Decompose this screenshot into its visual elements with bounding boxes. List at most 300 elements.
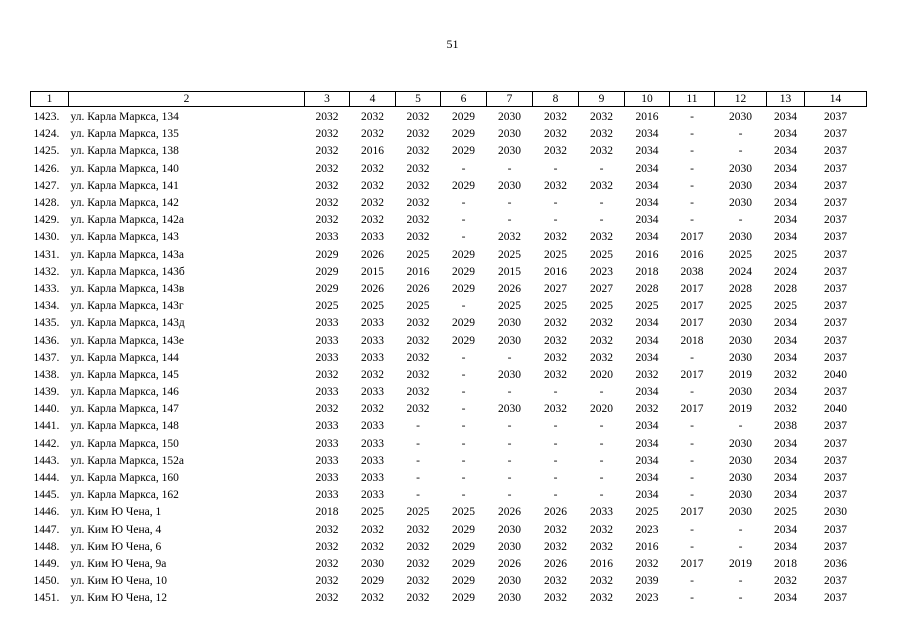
year-cell: 2032 <box>406 351 430 364</box>
header-cell-col-2: 2 <box>69 92 305 107</box>
year-cell: 2032 <box>590 540 613 553</box>
year-cell: 2029 <box>452 592 475 605</box>
year-cell: 2032 <box>315 214 339 227</box>
year-cell: 2034 <box>774 179 797 192</box>
year-cell: - <box>553 214 558 227</box>
year-cell: 2032 <box>406 523 430 536</box>
year-cell: 2025 <box>406 300 430 313</box>
year-cell: 2032 <box>361 214 384 227</box>
year-cell: - <box>690 454 694 467</box>
year-cell: 2034 <box>635 454 659 467</box>
year-cell: 2034 <box>774 592 797 605</box>
year-cell: - <box>690 540 694 553</box>
year-cell: - <box>461 214 466 227</box>
year-cell: - <box>461 420 466 433</box>
year-cell: 2032 <box>406 145 430 158</box>
table-row <box>31 470 867 487</box>
year-cell: 2017 <box>680 300 704 313</box>
row-number-cell: 1439. <box>33 386 60 399</box>
year-cell: 2037 <box>824 540 847 553</box>
address-cell: ул. Карла Маркса, 134 <box>70 111 179 124</box>
year-cell: 2015 <box>498 265 521 278</box>
year-cell: 2016 <box>361 145 384 158</box>
row-number-cell: 1446. <box>33 506 60 519</box>
year-cell: 2025 <box>774 506 797 519</box>
year-cell: 2032 <box>544 575 567 588</box>
year-cell: - <box>690 128 694 141</box>
year-cell: 2023 <box>635 523 659 536</box>
address-cell: ул. Карла Маркса, 138 <box>70 145 179 158</box>
year-cell: 2026 <box>498 506 521 519</box>
header-cell-col-14: 14 <box>805 92 867 107</box>
year-cell: 2032 <box>406 179 430 192</box>
year-cell: 2032 <box>635 368 659 381</box>
year-cell: - <box>461 197 466 210</box>
row-number-cell: 1443. <box>33 454 60 467</box>
year-cell: 2017 <box>680 506 704 519</box>
year-cell: 2018 <box>680 334 704 347</box>
year-cell: 2032 <box>361 368 384 381</box>
year-cell: 2032 <box>590 575 613 588</box>
year-cell: 2032 <box>361 162 384 175</box>
year-cell: 2032 <box>406 575 430 588</box>
year-cell: 2034 <box>635 437 659 450</box>
address-cell: ул. Карла Маркса, 143 <box>70 231 179 244</box>
row-number-cell: 1441. <box>33 420 60 433</box>
year-cell: 2032 <box>544 540 567 553</box>
row-number-cell: 1445. <box>33 489 60 502</box>
year-cell: 2034 <box>774 128 797 141</box>
year-cell: 2033 <box>361 420 384 433</box>
year-cell: 2034 <box>774 489 797 502</box>
year-cell: - <box>738 523 743 536</box>
year-cell: 2030 <box>498 128 521 141</box>
year-cell: 2030 <box>498 540 521 553</box>
year-cell: 2019 <box>729 403 752 416</box>
year-cell: - <box>690 575 694 588</box>
year-cell: - <box>461 386 466 399</box>
year-cell: 2034 <box>635 489 659 502</box>
year-cell: 2030 <box>729 334 752 347</box>
row-number-cell: 1433. <box>33 282 60 295</box>
year-cell: 2032 <box>361 179 384 192</box>
year-cell: - <box>599 472 604 485</box>
year-cell: 2032 <box>406 386 430 399</box>
year-cell: 2032 <box>315 523 339 536</box>
year-cell: 2029 <box>452 523 475 536</box>
year-cell: 2033 <box>361 351 384 364</box>
year-cell: 2025 <box>774 300 797 313</box>
year-cell: 2017 <box>680 231 704 244</box>
year-cell: 2032 <box>774 403 797 416</box>
table-row <box>31 418 867 435</box>
year-cell: 2039 <box>635 575 659 588</box>
year-cell: 2034 <box>774 317 797 330</box>
row-number-cell: 1428. <box>33 197 60 210</box>
header-cell-col-8: 8 <box>533 92 579 107</box>
year-cell: 2032 <box>361 197 384 210</box>
table-row <box>31 384 867 401</box>
year-cell: 2034 <box>635 386 659 399</box>
year-cell: 2032 <box>544 351 567 364</box>
header-cell-col-12: 12 <box>715 92 767 107</box>
year-cell: 2028 <box>635 282 659 295</box>
table-row <box>31 281 867 298</box>
year-cell: 2019 <box>729 368 752 381</box>
address-cell: ул. Карла Маркса, 143е <box>70 334 185 347</box>
year-cell: 2032 <box>361 403 384 416</box>
year-cell: 2034 <box>774 523 797 536</box>
row-number-cell: 1423. <box>33 111 60 124</box>
year-cell: 2032 <box>406 592 430 605</box>
table-row <box>31 195 867 212</box>
year-cell: 2030 <box>498 592 521 605</box>
year-cell: - <box>599 197 604 210</box>
year-cell: 2032 <box>315 128 339 141</box>
year-cell: - <box>599 162 604 175</box>
year-cell: 2030 <box>361 557 384 570</box>
year-cell: 2023 <box>635 592 659 605</box>
row-number-cell: 1429. <box>33 214 60 227</box>
year-cell: 2037 <box>824 437 847 450</box>
year-cell: 2037 <box>824 386 847 399</box>
year-cell: 2030 <box>498 317 521 330</box>
year-cell: 2025 <box>729 248 752 261</box>
year-cell: 2038 <box>680 265 704 278</box>
year-cell: 2025 <box>774 248 797 261</box>
year-cell: - <box>738 214 743 227</box>
year-cell: - <box>553 454 558 467</box>
row-number-cell: 1440. <box>33 403 60 416</box>
year-cell: 2037 <box>824 179 847 192</box>
year-cell: - <box>416 437 420 450</box>
table-row <box>31 556 867 573</box>
year-cell: 2025 <box>544 248 567 261</box>
year-cell: 2032 <box>361 592 384 605</box>
year-cell: 2032 <box>544 523 567 536</box>
year-cell: 2032 <box>406 540 430 553</box>
year-cell: 2015 <box>361 265 384 278</box>
year-cell: 2025 <box>498 248 521 261</box>
year-cell: 2033 <box>315 386 339 399</box>
year-cell: 2018 <box>774 557 797 570</box>
year-cell: - <box>507 489 512 502</box>
table-row <box>31 573 867 590</box>
year-cell: 2030 <box>824 506 847 519</box>
table-row <box>31 590 867 607</box>
year-cell: 2025 <box>635 300 659 313</box>
year-cell: - <box>416 454 420 467</box>
year-cell: 2016 <box>590 557 613 570</box>
year-cell: 2033 <box>361 437 384 450</box>
year-cell: 2037 <box>824 197 847 210</box>
year-cell: 2037 <box>824 111 847 124</box>
row-number-cell: 1437. <box>33 351 60 364</box>
year-cell: 2025 <box>498 300 521 313</box>
year-cell: 2033 <box>590 506 613 519</box>
year-cell: - <box>553 162 558 175</box>
year-cell: 2032 <box>774 368 797 381</box>
year-cell: - <box>553 437 558 450</box>
year-cell: 2032 <box>361 540 384 553</box>
row-number-cell: 1427. <box>33 179 60 192</box>
year-cell: 2033 <box>315 351 339 364</box>
year-cell: 2032 <box>590 317 613 330</box>
table-row <box>31 350 867 367</box>
year-cell: 2032 <box>590 145 613 158</box>
year-cell: - <box>553 472 558 485</box>
year-cell: 2032 <box>406 403 430 416</box>
year-cell: 2018 <box>315 506 339 519</box>
year-cell: - <box>507 454 512 467</box>
year-cell: 2034 <box>774 145 797 158</box>
year-cell: 2032 <box>544 403 567 416</box>
year-cell: - <box>690 111 694 124</box>
year-cell: 2032 <box>315 592 339 605</box>
page-number: 51 <box>446 37 459 51</box>
year-cell: 2032 <box>590 179 613 192</box>
year-cell: - <box>507 386 512 399</box>
year-cell: - <box>738 575 743 588</box>
year-cell: 2034 <box>774 540 797 553</box>
year-cell: 2033 <box>315 420 339 433</box>
table-row <box>31 247 867 264</box>
year-cell: 2018 <box>635 265 659 278</box>
table-row <box>31 264 867 281</box>
year-cell: 2032 <box>406 557 430 570</box>
year-cell: - <box>690 472 694 485</box>
address-cell: ул. Ким Ю Чена, 9а <box>70 557 167 570</box>
year-cell: 2026 <box>498 557 521 570</box>
year-cell: 2029 <box>361 575 384 588</box>
year-cell: 2030 <box>729 472 752 485</box>
year-cell: 2034 <box>635 472 659 485</box>
header-cell-col-13: 13 <box>767 92 805 107</box>
year-cell: 2040 <box>824 368 847 381</box>
row-number-cell: 1435. <box>33 317 60 330</box>
address-cell: ул. Карла Маркса, 141 <box>70 179 179 192</box>
year-cell: 2034 <box>774 197 797 210</box>
address-cell: ул. Карла Маркса, 148 <box>70 420 179 433</box>
year-cell: 2032 <box>590 111 613 124</box>
year-cell: 2037 <box>824 128 847 141</box>
header-cell-col-4: 4 <box>350 92 396 107</box>
year-cell: 2026 <box>361 248 384 261</box>
year-cell: 2037 <box>824 214 847 227</box>
year-cell: - <box>738 128 743 141</box>
year-cell: - <box>461 437 466 450</box>
year-cell: 2016 <box>635 540 659 553</box>
year-cell: - <box>461 454 466 467</box>
year-cell: - <box>461 368 466 381</box>
year-cell: 2032 <box>590 592 613 605</box>
year-cell: 2037 <box>824 300 847 313</box>
address-cell: ул. Карла Маркса, 147 <box>70 403 179 416</box>
year-cell: 2025 <box>544 300 567 313</box>
year-cell: 2026 <box>544 557 567 570</box>
row-number-cell: 1424. <box>33 128 60 141</box>
year-cell: 2026 <box>406 282 430 295</box>
year-cell: - <box>690 592 694 605</box>
year-cell: 2033 <box>361 454 384 467</box>
year-cell: 2016 <box>406 265 430 278</box>
year-cell: - <box>690 386 694 399</box>
year-cell: 2025 <box>635 506 659 519</box>
year-cell: - <box>461 351 466 364</box>
row-number-cell: 1434. <box>33 300 60 313</box>
year-cell: 2029 <box>452 282 475 295</box>
year-cell: 2037 <box>824 351 847 364</box>
row-number-cell: 1444. <box>33 472 60 485</box>
address-cell: ул. Карла Маркса, 143д <box>70 317 185 330</box>
year-cell: - <box>738 420 743 433</box>
year-cell: 2030 <box>498 523 521 536</box>
address-cell: ул. Карла Маркса, 143в <box>70 282 185 295</box>
year-cell: 2034 <box>635 197 659 210</box>
address-cell: ул. Карла Маркса, 140 <box>70 162 179 175</box>
row-number-cell: 1442. <box>33 437 60 450</box>
year-cell: 2034 <box>635 214 659 227</box>
year-cell: - <box>599 420 604 433</box>
year-cell: 2034 <box>774 162 797 175</box>
year-cell: 2029 <box>452 179 475 192</box>
year-cell: 2030 <box>498 334 521 347</box>
table-row <box>31 436 867 453</box>
year-cell: 2029 <box>452 557 475 570</box>
address-cell: ул. Карла Маркса, 150 <box>70 437 179 450</box>
year-cell: 2033 <box>315 317 339 330</box>
year-cell: 2032 <box>406 111 430 124</box>
year-cell: 2037 <box>824 472 847 485</box>
address-cell: ул. Карла Маркса, 146 <box>70 386 179 399</box>
year-cell: 2028 <box>774 282 797 295</box>
address-cell: ул. Карла Маркса, 135 <box>70 128 179 141</box>
year-cell: - <box>507 472 512 485</box>
row-number-cell: 1447. <box>33 523 60 536</box>
year-cell: - <box>553 420 558 433</box>
table-row <box>31 332 867 349</box>
table-row <box>31 401 867 418</box>
year-cell: 2032 <box>590 351 613 364</box>
year-cell: 2030 <box>729 386 752 399</box>
year-cell: 2034 <box>774 437 797 450</box>
year-cell: - <box>461 300 466 313</box>
year-cell: 2032 <box>315 403 339 416</box>
year-cell: 2033 <box>315 437 339 450</box>
year-cell: 2033 <box>315 231 339 244</box>
row-number-cell: 1450. <box>33 575 60 588</box>
year-cell: - <box>416 420 420 433</box>
year-cell: 2020 <box>590 403 613 416</box>
address-cell: ул. Карла Маркса, 142 <box>70 197 179 210</box>
table-row <box>31 212 867 229</box>
year-cell: 2033 <box>315 454 339 467</box>
year-cell: - <box>599 386 604 399</box>
table-row <box>31 504 867 521</box>
year-cell: 2037 <box>824 420 847 433</box>
year-cell: - <box>461 162 466 175</box>
row-number-cell: 1425. <box>33 145 60 158</box>
year-cell: - <box>690 214 694 227</box>
year-cell: 2034 <box>635 145 659 158</box>
year-cell: 2032 <box>544 317 567 330</box>
year-cell: - <box>553 197 558 210</box>
year-cell: 2032 <box>315 540 339 553</box>
year-cell: - <box>461 231 466 244</box>
year-cell: 2032 <box>406 162 430 175</box>
year-cell: 2029 <box>452 145 475 158</box>
year-cell: 2034 <box>635 179 659 192</box>
year-cell: 2032 <box>315 197 339 210</box>
year-cell: 2032 <box>361 128 384 141</box>
year-cell: 2032 <box>544 231 567 244</box>
year-cell: - <box>507 214 512 227</box>
year-cell: 2036 <box>824 557 847 570</box>
header-cell-col-6: 6 <box>441 92 487 107</box>
year-cell: 2032 <box>315 368 339 381</box>
year-cell: 2032 <box>635 557 659 570</box>
year-cell: - <box>599 437 604 450</box>
year-cell: 2032 <box>498 231 521 244</box>
year-cell: 2030 <box>729 317 752 330</box>
year-cell: 2017 <box>680 282 704 295</box>
year-cell: 2016 <box>544 265 567 278</box>
year-cell: 2030 <box>729 437 752 450</box>
table-row <box>31 315 867 332</box>
year-cell: 2038 <box>774 420 797 433</box>
year-cell: 2034 <box>635 334 659 347</box>
year-cell: 2033 <box>361 489 384 502</box>
table-header <box>31 92 867 107</box>
year-cell: 2034 <box>774 334 797 347</box>
year-cell: 2032 <box>544 179 567 192</box>
year-cell: 2030 <box>498 368 521 381</box>
year-cell: 2032 <box>315 179 339 192</box>
year-cell: 2017 <box>680 403 704 416</box>
row-number-cell: 1436. <box>33 334 60 347</box>
year-cell: 2028 <box>729 282 752 295</box>
year-cell: 2030 <box>729 506 752 519</box>
year-cell: 2030 <box>729 179 752 192</box>
year-cell: 2030 <box>498 403 521 416</box>
year-cell: 2034 <box>635 420 659 433</box>
address-cell: ул. Карла Маркса, 143г <box>70 300 184 313</box>
header-cell-col-1: 1 <box>31 92 69 107</box>
header-row <box>31 92 867 107</box>
year-cell: 2032 <box>315 557 339 570</box>
year-cell: 2016 <box>680 248 704 261</box>
address-cell: ул. Ким Ю Чена, 1 <box>70 506 162 519</box>
table-row <box>31 453 867 470</box>
year-cell: 2037 <box>824 231 847 244</box>
year-cell: - <box>599 489 604 502</box>
year-cell: 2030 <box>729 351 752 364</box>
address-cell: ул. Карла Маркса, 145 <box>70 368 179 381</box>
year-cell: 2032 <box>590 334 613 347</box>
year-cell: 2034 <box>774 214 797 227</box>
year-cell: 2030 <box>498 145 521 158</box>
header-cell-col-9: 9 <box>579 92 625 107</box>
year-cell: 2030 <box>729 111 752 124</box>
year-cell: 2025 <box>361 300 384 313</box>
header-cell-col-7: 7 <box>487 92 533 107</box>
year-cell: - <box>461 489 466 502</box>
row-number-cell: 1430. <box>33 231 60 244</box>
year-cell: 2034 <box>774 351 797 364</box>
year-cell: 2032 <box>315 162 339 175</box>
year-cell: 2032 <box>361 523 384 536</box>
header-cell-col-10: 10 <box>625 92 670 107</box>
